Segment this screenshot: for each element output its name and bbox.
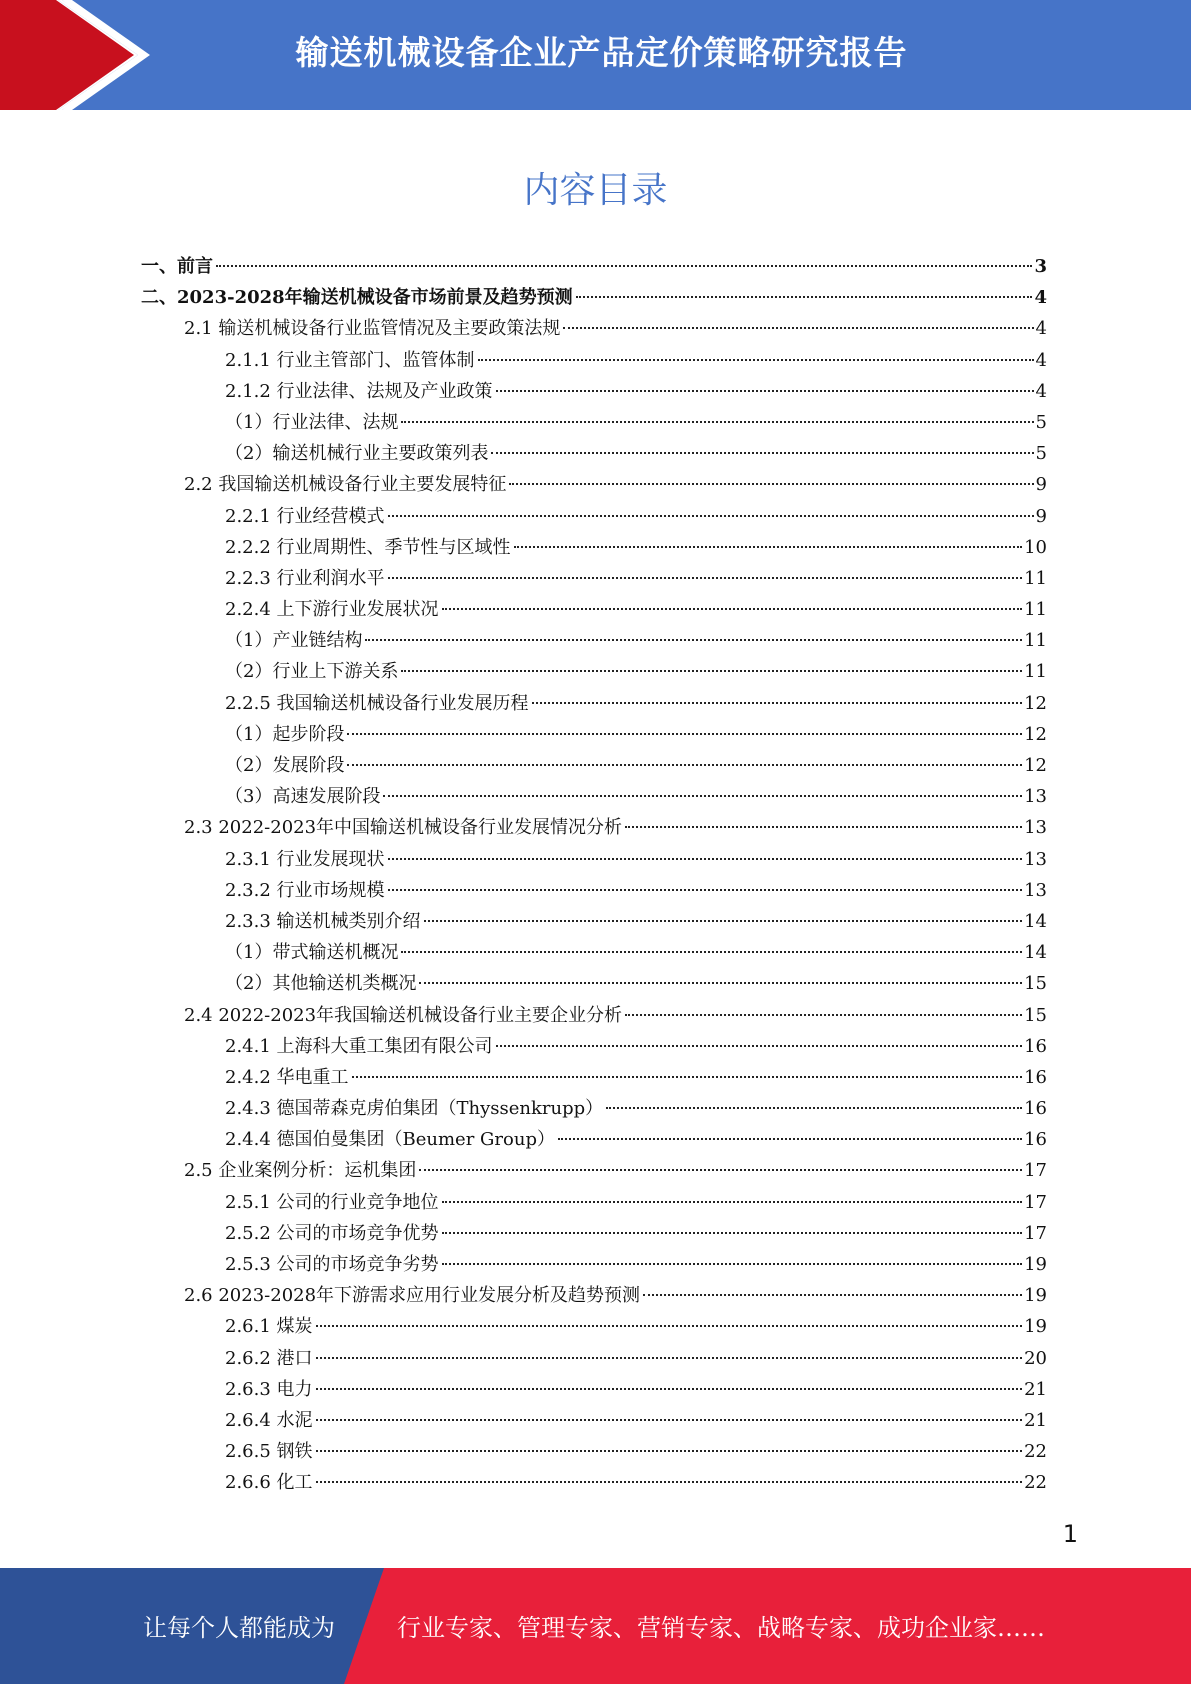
toc-entry[interactable] [141,1437,1047,1468]
toc-dot-leader [509,483,1033,485]
toc-dot-leader [401,421,1033,423]
toc-entry[interactable] [141,1312,1047,1343]
toc-entry-page: 20 [1024,1347,1047,1369]
toc-entry-title: 2.3.2 行业市场规模 [225,879,385,901]
toc-entry-page: 3 [1034,256,1047,277]
toc-entry-page: 13 [1024,848,1047,870]
toc-dot-leader [401,670,1022,672]
toc-entry-page: 4 [1035,380,1047,402]
toc-entry-page: 21 [1024,1378,1047,1400]
toc-entry-page: 13 [1024,817,1047,839]
toc-dot-leader [365,639,1022,641]
toc-dot-leader [316,1325,1023,1327]
toc-entry[interactable] [141,813,1047,844]
toc-entry-title: 2.2.4 上下游行业发展状况 [225,599,439,621]
toc-entry[interactable] [141,439,1047,470]
toc-entry-title: （3）高速发展阶段 [225,786,381,808]
toc-dot-leader [388,515,1034,517]
toc-dot-leader [316,1450,1023,1452]
toc-entry[interactable] [141,1219,1047,1250]
toc-entry[interactable] [141,969,1047,1000]
toc-entry-title: 2.2.2 行业周期性、季节性与区域性 [225,536,511,558]
toc-entry-page: 13 [1024,879,1047,901]
toc-dot-leader [352,1076,1023,1078]
toc-entry-page: 17 [1024,1222,1047,1244]
toc-dot-leader [388,889,1023,891]
footer-slogan-left: 让每个人都能成为 [143,1614,335,1642]
toc-entry-title: 2.3 2022-2023年中国输送机械设备行业发展情况分析 [184,817,623,839]
header-banner [0,0,1191,110]
toc-dot-leader [442,1201,1023,1203]
toc-entry-title: 二、2023-2028年输送机械设备市场前景及趋势预测 [141,287,573,309]
toc-entry-page: 21 [1024,1409,1047,1431]
toc-entry[interactable] [141,283,1047,314]
toc-entry[interactable] [141,1094,1047,1125]
toc-entry[interactable] [141,1406,1047,1437]
toc-entry-title: 2.1 输送机械设备行业监管情况及主要政策法规 [184,318,561,340]
toc-dot-leader [514,546,1023,548]
toc-dot-leader [496,1045,1023,1047]
toc-entry-title: 2.1.2 行业法律、法规及产业政策 [225,380,493,402]
toc-dot-leader [216,265,1032,267]
toc-entry[interactable] [141,720,1047,751]
toc-entry-page: 19 [1024,1285,1047,1307]
toc-entry-page: 4 [1034,287,1047,309]
toc-entry-title: 2.3.3 输送机械类别介绍 [225,910,421,932]
toc-dot-leader [442,1263,1023,1265]
toc-entry-page: 5 [1035,443,1047,465]
toc-entry-title: （2）输送机械行业主要政策列表 [225,443,489,465]
toc-dot-leader [563,327,1033,329]
toc-entry-page: 13 [1024,786,1047,808]
footer-banner [0,1568,1191,1684]
toc-dot-leader [558,1138,1022,1140]
toc-entry-page: 17 [1024,1160,1047,1182]
toc-entry-page: 19 [1024,1254,1047,1275]
toc-entry-title: 2.6.2 港口 [225,1347,313,1369]
toc-dot-leader [532,702,1023,704]
toc-dot-leader [625,1014,1022,1016]
toc-entry[interactable] [141,564,1047,595]
toc-entry[interactable] [141,1250,1047,1281]
toc-entry-title: 2.4.4 德国伯曼集团（Beumer Group） [225,1129,555,1151]
toc-entry-page: 11 [1024,630,1047,652]
toc-entry-page: 16 [1024,1035,1047,1057]
toc-entry[interactable] [141,314,1047,345]
toc-entry-title: 2.5.2 公司的市场竞争优势 [225,1222,439,1244]
footer-slogan-right: 行业专家、管理专家、营销专家、战略专家、成功企业家…… [397,1614,1045,1642]
toc-entry-title: 2.2.1 行业经营模式 [225,505,385,527]
toc-entry-title: 2.5.3 公司的市场竞争劣势 [225,1254,439,1275]
toc-dot-leader [316,1419,1023,1421]
toc-entry[interactable] [141,502,1047,533]
toc-entry-title: 2.1.1 行业主管部门、监管体制 [225,349,475,371]
toc-entry[interactable] [141,1375,1047,1406]
toc-entry-page: 22 [1024,1472,1047,1494]
toc-entry-title: 2.6.5 钢铁 [225,1441,313,1463]
toc-entry-title: 2.5 企业案例分析：运机集团 [184,1160,417,1182]
toc-dot-leader [491,452,1033,454]
toc-entry[interactable] [141,346,1047,377]
toc-dot-leader [316,1388,1023,1390]
toc-entry[interactable] [141,1344,1047,1375]
toc-entry-page: 11 [1024,599,1047,621]
toc-dot-leader [576,296,1033,298]
toc-entry-title: （1）产业链结构 [225,630,363,652]
toc-entry-title: （2）其他输送机类概况 [225,973,417,995]
toc-entry-page: 16 [1024,1129,1047,1151]
toc-entry-page: 17 [1024,1191,1047,1213]
toc-dot-leader [643,1294,1022,1296]
toc-entry-title: （2）发展阶段 [225,755,345,776]
toc-dot-leader [316,1481,1023,1483]
toc-entry-page: 12 [1024,692,1047,714]
toc-entry-title: 一、前言 [141,256,213,277]
toc-entry-title: 2.6.4 水泥 [225,1409,313,1431]
toc-entry-page: 4 [1035,318,1047,340]
toc-entry[interactable] [141,907,1047,938]
toc-entry[interactable] [141,689,1047,720]
toc-entry-page: 10 [1024,536,1047,558]
toc-entry[interactable] [141,782,1047,813]
toc-entry-page: 14 [1024,910,1047,932]
toc-dot-leader [419,982,1022,984]
toc-entry-title: 2.5.1 公司的行业竞争地位 [225,1191,439,1213]
toc-entry-title: （1）起步阶段 [225,723,345,745]
toc-entry[interactable] [141,533,1047,564]
toc-dot-leader [442,1232,1023,1234]
toc-entry[interactable] [141,938,1047,969]
report-title: 输送机械设备企业产品定价策略研究报告 [295,33,908,72]
toc-entry[interactable] [141,876,1047,907]
toc-entry[interactable] [141,845,1047,876]
toc-entry-title: 2.6.6 化工 [225,1472,313,1494]
toc-entry[interactable] [141,1156,1047,1187]
toc-entry[interactable] [141,1188,1047,1219]
toc-entry-title: （1）行业法律、法规 [225,411,399,433]
toc-entry-title: 2.2.3 行业利润水平 [225,567,385,589]
toc-entry[interactable] [141,408,1047,439]
toc-entry-page: 16 [1024,1066,1047,1088]
toc-entry-title: 2.4.2 华电重工 [225,1066,349,1088]
toc-entry[interactable] [141,626,1047,657]
toc-dot-leader [625,826,1022,828]
toc-entry-page: 5 [1035,411,1047,433]
toc-dot-leader [347,733,1022,735]
toc-entry-page: 12 [1024,755,1047,776]
toc-entry-title: 2.4 2022-2023年我国输送机械设备行业主要企业分析 [184,1004,623,1026]
toc-entry-title: 2.3.1 行业发展现状 [225,848,385,870]
toc-entry[interactable] [141,1125,1047,1156]
toc-entry-page: 14 [1024,942,1047,964]
toc-entry-page: 4 [1035,349,1047,371]
toc-dot-leader [606,1107,1022,1109]
toc-entry-page: 9 [1035,474,1047,496]
toc-entry-title: 2.2.5 我国输送机械设备行业发展历程 [225,692,529,714]
toc-entry-page: 15 [1024,1004,1047,1026]
toc-entry-page: 11 [1024,567,1047,589]
toc-entry-title: 2.6 2023-2028年下游需求应用行业发展分析及趋势预测 [184,1285,641,1307]
toc-dot-leader [347,764,1022,766]
toc-dot-leader [388,577,1023,579]
toc-dot-leader [424,920,1023,922]
toc-entry-title: 2.6.1 煤炭 [225,1316,313,1338]
toc-entry[interactable] [141,1468,1047,1499]
toc-entry[interactable] [141,470,1047,501]
toc-entry-title: 2.4.1 上海科大重工集团有限公司 [225,1035,493,1057]
toc-entry-page: 16 [1024,1098,1047,1120]
toc-entry-title: 2.4.3 德国蒂森克虏伯集团（Thyssenkrupp） [225,1098,604,1120]
toc-entry-page: 22 [1024,1441,1047,1463]
toc-entry[interactable] [141,1032,1047,1063]
toc-entry[interactable] [141,657,1047,688]
toc-entry[interactable] [141,1281,1047,1312]
toc-entry[interactable] [141,1001,1047,1032]
toc-entry-page: 19 [1024,1316,1047,1338]
toc-dot-leader [383,795,1022,797]
toc-heading: 内容目录 [523,170,668,211]
toc-entry[interactable] [141,252,1047,283]
page-number: 1 [1062,1520,1078,1548]
toc-entry-title: 2.6.3 电力 [225,1378,313,1400]
toc-entry-page: 11 [1024,661,1047,683]
toc-entry-page: 9 [1035,505,1047,527]
toc-dot-leader [401,951,1022,953]
toc-dot-leader [478,359,1034,361]
toc-entry[interactable] [141,377,1047,408]
toc-dot-leader [442,608,1023,610]
toc-dot-leader [388,858,1023,860]
toc-entry-title: （1）带式输送机概况 [225,942,399,964]
toc-entry[interactable] [141,1063,1047,1094]
toc-dot-leader [316,1357,1023,1359]
toc-dot-leader [496,390,1034,392]
toc-entry-title: （2）行业上下游关系 [225,661,399,683]
toc-entry-page: 12 [1024,723,1047,745]
table-of-contents [141,252,1047,1500]
toc-entry[interactable] [141,751,1047,782]
toc-entry-title: 2.2 我国输送机械设备行业主要发展特征 [184,474,507,496]
toc-entry[interactable] [141,595,1047,626]
toc-dot-leader [419,1169,1022,1171]
toc-entry-page: 15 [1024,973,1047,995]
